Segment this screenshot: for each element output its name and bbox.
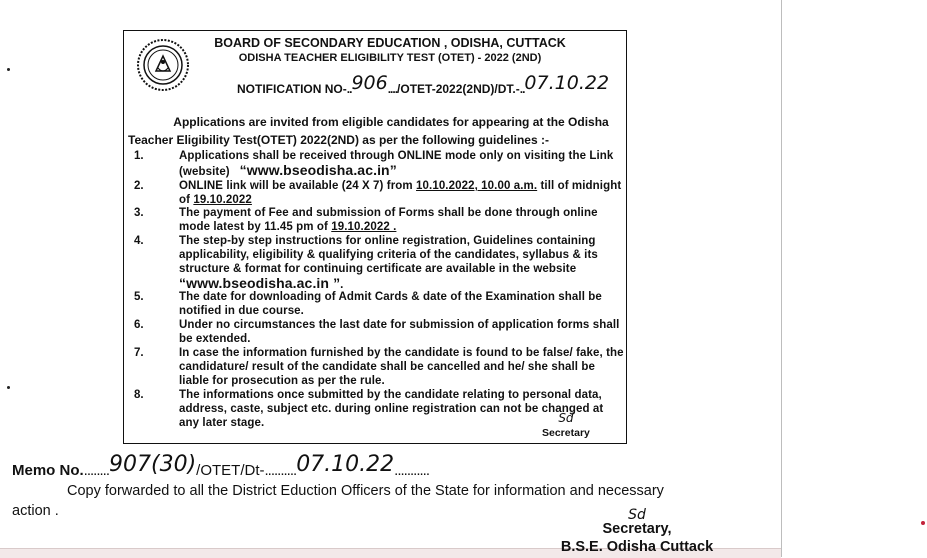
footer-signature bbox=[552, 506, 722, 556]
notification-box bbox=[123, 30, 627, 444]
guideline-item: 2. ONLINE link will be available (24 X 7) from 10.10.2022, 10.00 a.m. till of midnight of 19.10.2022 bbox=[134, 180, 622, 206]
signature-mark: Sd bbox=[558, 411, 574, 425]
signature-title: Secretary bbox=[542, 427, 590, 439]
footer-signature-org: B.S.E. Odisha Cuttack bbox=[560, 539, 714, 555]
guideline-item: 8. The informations once submitted by the candidate relating to personal data, address, caste, subject etc. during online registration can not be changed at any later stage. bbox=[134, 389, 604, 429]
exam-title: ODISHA TEACHER ELIGIBILITY TEST (OTET) - 2022 (2ND) bbox=[238, 52, 542, 64]
memo-label: Memo No. bbox=[12, 462, 84, 479]
memo-line: Memo No.........907(30)/OTET/Dt-..........07.10.22........... bbox=[12, 452, 429, 479]
intro-line-2: Teacher Eligibility Test(OTET) 2022(2ND) as per the following guidelines :- bbox=[128, 133, 549, 147]
footer-signature-mark: Sd bbox=[628, 507, 646, 523]
guideline-item: 1. Applications shall be received through ONLINE mode only on visiting the Link (website) “www.bseodisha.ac.in” bbox=[134, 150, 614, 178]
guideline-item: 4. The step-by step instructions for online registration, Guidelines containing applicability, eligibility & qualifying criteria of the candidates, syllabus & its structure & format for continuing certificate are available in the website “www.bseodisha.ac.in ”. bbox=[134, 235, 598, 291]
footer-signature-title: Secretary, bbox=[602, 521, 672, 537]
memo-date: 07.10.22 bbox=[296, 452, 395, 477]
memo-number: 907(30) bbox=[109, 452, 197, 477]
page-edge bbox=[781, 0, 782, 557]
red-speck bbox=[921, 521, 925, 525]
copy-line-1: Copy forwarded to all the District Eduction Officers of the State for information and necessary bbox=[67, 483, 664, 499]
box-signature bbox=[542, 411, 590, 439]
website-link[interactable]: “www.bseodisha.ac.in” bbox=[239, 162, 397, 178]
memo-middle: /OTET/Dt- bbox=[196, 462, 265, 479]
guideline-item: 5. The date for downloading of Admit Cards & date of the Examination shall be notified in due course. bbox=[134, 291, 602, 317]
guideline-item: 3. The payment of Fee and submission of Forms shall be done through online mode latest by 11.45 pm of 19.10.2022 . bbox=[134, 207, 598, 233]
board-name: BOARD OF SECONDARY EDUCATION , ODISHA, CUTTACK bbox=[214, 36, 566, 50]
notification-middle: /OTET-2022(2ND)/DT.- bbox=[397, 82, 520, 96]
scan-speck bbox=[7, 386, 10, 389]
guideline-item: 6. Under no circumstances the last date for submission of application forms shall be extended. bbox=[134, 319, 620, 345]
intro-paragraph bbox=[130, 113, 622, 149]
notification-date: 07.10.22 bbox=[524, 72, 610, 94]
guideline-item: 7. In case the information furnished by the candidate is found to be false/ fake, the candidature/ result of the candidate shall be cancelled and he/ she shall be liable for prosecution as per the rule. bbox=[134, 347, 624, 387]
intro-line-1: Applications are invited from eligible candidates for appearing at the Odisha bbox=[173, 115, 609, 129]
notification-line: NOTIFICATION NO-..906..../OTET-2022(2ND)/DT.-..07.10.22 bbox=[237, 72, 610, 96]
notification-number: 906 bbox=[351, 72, 388, 94]
scan-speck bbox=[7, 68, 10, 71]
copy-line-2: action . bbox=[12, 503, 59, 519]
website-link[interactable]: “www.bseodisha.ac.in ” bbox=[179, 275, 341, 291]
notification-prefix: NOTIFICATION NO- bbox=[237, 82, 347, 96]
